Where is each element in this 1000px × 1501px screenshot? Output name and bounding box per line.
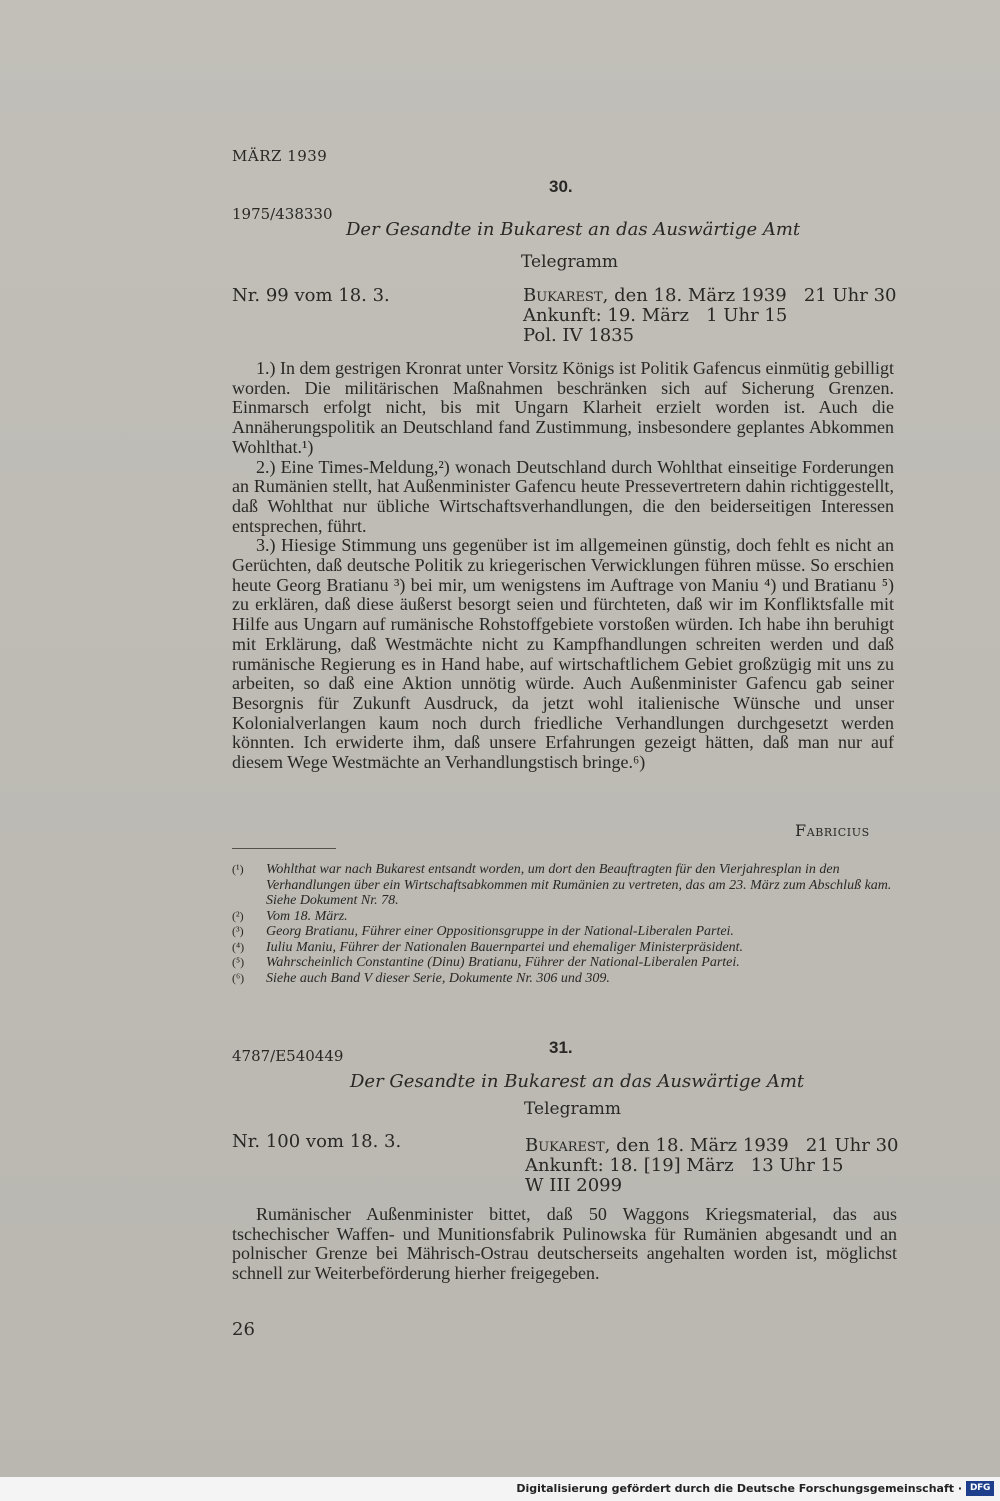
footnote-4 (232, 940, 897, 956)
footnote-mark: (³) (232, 924, 244, 938)
footnote-text: Siehe auch Band V dieser Serie, Dokumente Nr. 306 und 309. (266, 970, 610, 986)
page-number: 26 (232, 1319, 255, 1340)
doc30-kind: Telegramm (521, 252, 618, 272)
doc30-footnotes (232, 862, 897, 986)
footnote-text: Wahrscheinlich Constantine (Dinu) Bratianu, Führer der National-Liberalen Partei. (266, 955, 740, 970)
footnote-mark: (⁶) (232, 970, 245, 985)
doc31-number: 31. (549, 1038, 573, 1057)
doc31-body (232, 1205, 897, 1284)
footnote-mark: (¹) (232, 862, 244, 876)
doc30-body (232, 359, 894, 773)
footnote-text: Iuliu Maniu, Führer der Nationalen Bauernpartei und ehemaliger Ministerpräsident. (266, 939, 743, 955)
doc30-title: Der Gesandte in Bukarest an das Auswärtige Amt (346, 219, 801, 240)
doc30-telegram-no: Nr. 99 vom 18. 3. (232, 285, 390, 306)
footnote-mark: (⁴) (232, 939, 245, 954)
doc30-film-ref: 1975/438330 (232, 205, 333, 223)
dfg-logo: DFG (966, 1481, 994, 1496)
footer-text: Digitalisierung gefördert durch die Deutsche Forschungsgemeinschaft · (516, 1482, 962, 1495)
doc31-arrival: Ankunft: 18. [19] März 13 Uhr 15 (525, 1155, 844, 1176)
doc30-place: Bukarest (523, 285, 603, 306)
footnote-mark: (⁵) (232, 955, 245, 969)
doc30-paragraph-1: 1.) In dem gestrigen Kronrat unter Vorsitz Königs ist Politik Gafencus einmütig gebilligt worden. Die militärischen Maßnahmen beschränken sich auf Sicherung Grenzen. Einmarsch erfolgt nicht, bis mit Ungarn Klarheit erzielt worden ist. Auch die Annäherungspolitik an Deutschland fand Zustimmung, insbesondere geplantes Abkommen Wohlthat.¹) (232, 358, 894, 457)
doc31-film-ref: 4787/E540449 (232, 1047, 344, 1065)
doc31-title: Der Gesandte in Bukarest an das Auswärtige Amt (350, 1071, 805, 1092)
footnote-text: Vom 18. März. (266, 908, 348, 924)
doc30-arrival: Ankunft: 19. März 1 Uhr 15 (523, 305, 788, 326)
doc30-paragraph-2: 2.) Eine Times-Meldung,²) wonach Deutschland durch Wohlthat einseitige Forderungen an Rumänien stellt, hat Außenminister Gafencu heute Pressevertretern dahin richtiggestellt, daß Wohlthat nur übliche Wirtschaftsverhandlungen, die den beiderseitigen Interessen entsprechen, führt. (232, 456, 894, 536)
footnote-2 (232, 909, 897, 925)
footnote-text: Wohlthat war nach Bukarest entsandt worden, um dort den Beauftragten für den Vierjahresplan in den Verhandlungen über ein Wirtschaftsabkommen mit Rumänien zu vertreten, das am 23. März zum Abschluß kam. Siehe Dokument Nr. 78. (266, 862, 892, 908)
doc30-sent-rest: , den 18. März 1939 21 Uhr 30 (602, 285, 897, 306)
doc31-kind: Telegramm (524, 1099, 621, 1119)
doc31-sent-line (525, 1136, 898, 1156)
doc31-sent-rest: , den 18. März 1939 21 Uhr 30 (604, 1135, 899, 1156)
footnote-1 (232, 862, 897, 909)
footnote-mark: (²) (232, 908, 244, 923)
doc31-place: Bukarest (525, 1135, 605, 1156)
footnote-text: Georg Bratianu, Führer einer Oppositionsgruppe in der National-Liberalen Partei. (266, 924, 734, 939)
doc30-sent-line (523, 286, 896, 306)
doc30-number: 30. (549, 177, 573, 196)
running-head: MÄRZ 1939 (232, 147, 328, 165)
footnote-divider (232, 848, 336, 849)
doc31-paragraph-1: Rumänischer Außenminister bittet, daß 50 Waggons Kriegsmaterial, das aus tschechischer Waffen- und Munitionsfabrik Pulinowska für Rumänien abgesandt und an polnischer Grenze bei Mährisch-Ostrau deutscherseits angehalten worden ist, möglichst schnell zur Weiterbeförderung hierher freigegeben. (232, 1204, 897, 1284)
doc30-paragraph-3: 3.) Hiesige Stimmung uns gegenüber ist im allgemeinen günstig, doch fehlt es nicht an Gerüchten, daß deutsche Politik zu kriegerischen Verwicklungen führen müsse. So erschien heute Georg Bratianu ³) bei mir, um wenigstens im Auftrage von Maniu ⁴) und Bratianu ⁵) zu erklären, daß diese äußerst besorgt seien und fürchteten, daß wir im Konfliktsfalle mit Hilfe aus Ungarn auf rumänische Rohstoffgebiete vorstoßen würden. Ich habe ihn beruhigt mit Erklärung, daß Westmächte nicht zu Kampfhandlungen schreiten werden und daß rumänische Regierung es in Hand habe, auf wirtschaftlichem Gebiet großzügig mit uns zu arbeiten, so daß eine Aktion unnötig würde. Auch Außenminister Gafencu gab seiner Besorgnis für Zukunft Ausdruck, da jetzt wohl italienische Wünsche und unser Kolonialverlangen kaum noch durch friedliche Verhandlungen durchgesetzt werden könnten. Ich erwiderte ihm, daß unsere Erfahrungen gezeigt hätten, daß man nur auf diesem Wege Westmächte an Verhandlungstisch bringe.⁶) (232, 535, 894, 773)
doc30-file-no: Pol. IV 1835 (523, 325, 635, 346)
doc31-telegram-no: Nr. 100 vom 18. 3. (232, 1131, 402, 1152)
doc30-signature: Fabricius (795, 821, 870, 840)
footnote-5 (232, 955, 897, 971)
doc31-file-no: W III 2099 (525, 1175, 623, 1196)
digitization-footer (0, 1477, 1000, 1501)
footnote-3 (232, 924, 897, 940)
footnote-6 (232, 971, 897, 987)
